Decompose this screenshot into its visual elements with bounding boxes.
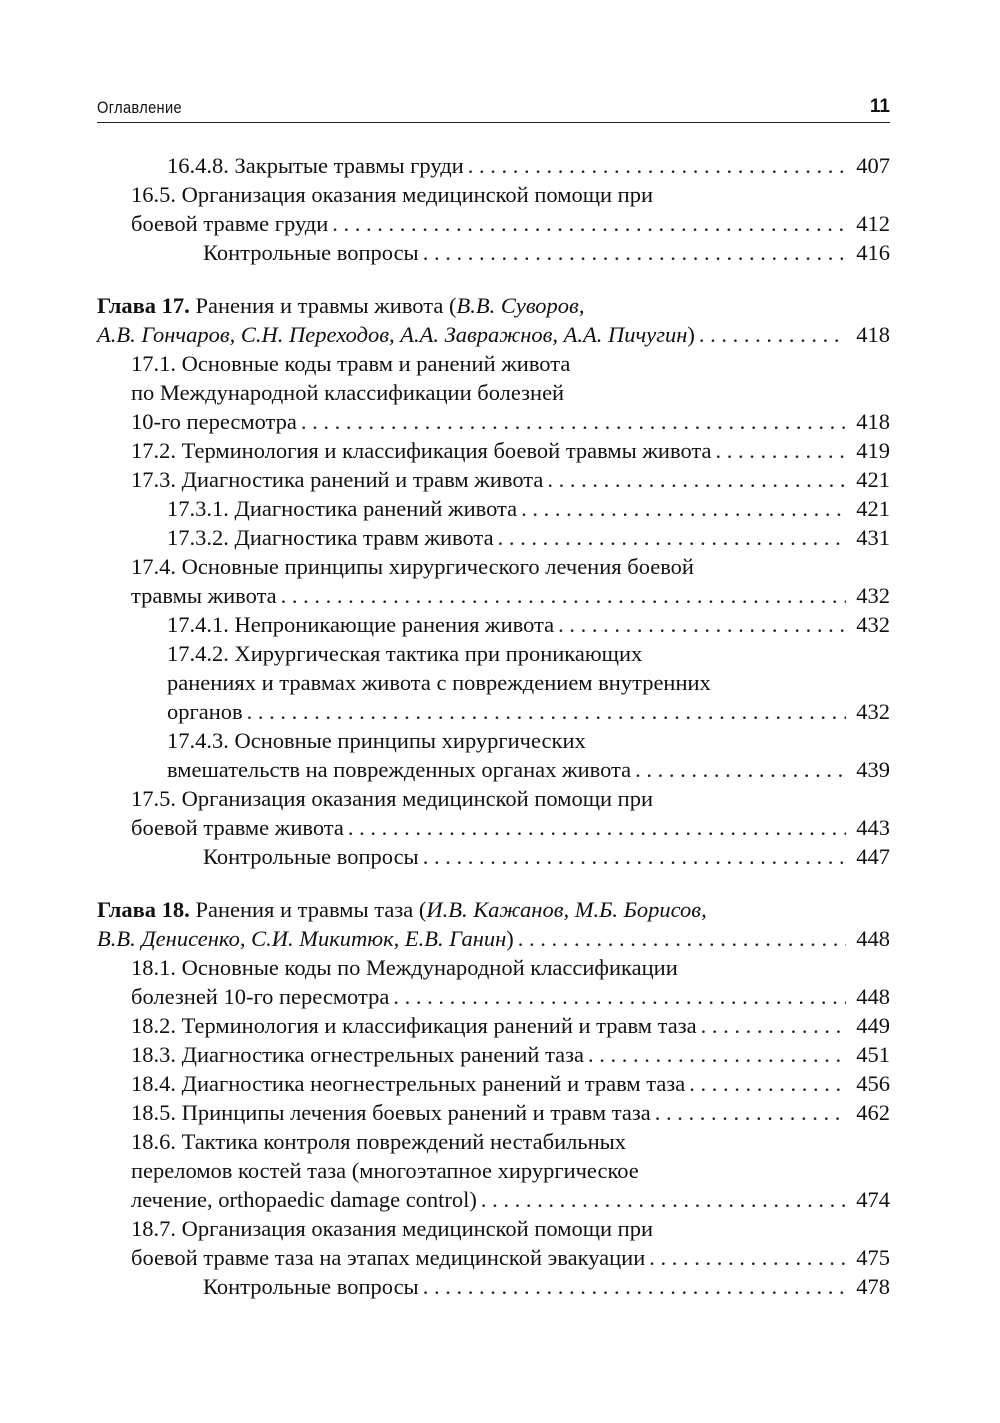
toc-page-ref: 419 (856, 438, 890, 463)
toc-entry[interactable] (97, 1272, 890, 1301)
leader-dots (716, 436, 847, 465)
running-title: Оглавление (97, 98, 182, 117)
toc-entry-text: 18.4. Диагностика неогнестрельных ранений и травм таза (131, 1071, 686, 1096)
toc-page-ref: 407 (856, 153, 890, 178)
toc-entry-text: переломов костей таза (многоэтапное хирургическое (131, 1158, 639, 1183)
leader-dots (518, 924, 846, 953)
toc-entry-text: лечение, orthopaedic damage control) (131, 1187, 477, 1212)
toc-chapter-18[interactable] (97, 895, 890, 953)
chapter-authors: А.В. Гончаров, С.Н. Переходов, А.А. Завражнов, А.А. Пичугин (97, 322, 688, 347)
toc-page-ref: 451 (856, 1042, 890, 1067)
leader-dots (655, 1098, 846, 1127)
toc-page-ref: 456 (856, 1071, 890, 1096)
leader-dots (332, 209, 846, 238)
toc-entry-text: по Международной классификации болезней (131, 380, 565, 405)
toc-entry-text: боевой травме таза на этапах медицинской эвакуации (131, 1245, 646, 1270)
toc-entry[interactable] (97, 1069, 890, 1098)
toc-entry-text: 18.1. Основные коды по Международной классификации (131, 955, 678, 980)
toc-entry[interactable] (97, 552, 890, 610)
toc-entry-text: боевой травме живота (131, 815, 344, 840)
leader-dots (423, 1272, 846, 1301)
chapter-title: Ранения и травмы живота ( (195, 293, 457, 318)
leader-dots (247, 697, 846, 726)
toc-page-ref: 447 (856, 844, 890, 869)
toc-entry[interactable] (97, 436, 890, 465)
toc-entry-text: Контрольные вопросы (203, 844, 419, 869)
toc-entry[interactable] (97, 1214, 890, 1272)
toc-entry-text: Контрольные вопросы (203, 1274, 419, 1299)
running-header (97, 88, 890, 123)
toc-entry[interactable] (97, 151, 890, 180)
toc-entry-text: Контрольные вопросы (203, 240, 419, 265)
chapter-authors: В.В. Денисенко, С.И. Микитюк, Е.В. Ганин (97, 926, 507, 951)
toc-page-ref: 439 (856, 757, 890, 782)
leader-dots (498, 523, 846, 552)
toc-entry[interactable] (97, 349, 890, 436)
toc-entry[interactable] (97, 726, 890, 784)
toc-entry[interactable] (97, 523, 890, 552)
toc-entry-text: 17.3. Диагностика ранений и травм живота (131, 467, 544, 492)
toc-entry[interactable] (97, 784, 890, 842)
chapter-title: Ранения и травмы таза ( (195, 897, 427, 922)
toc-entry-text: 17.4.1. Непроникающие ранения живота (167, 612, 555, 637)
toc-page-ref: 432 (856, 699, 890, 724)
toc-page-ref: 418 (856, 322, 890, 347)
toc-page-ref: 416 (856, 240, 890, 265)
toc-page-ref: 449 (856, 1013, 890, 1038)
leader-dots (423, 842, 846, 871)
toc-entry-text: боевой травме груди (131, 211, 329, 236)
toc-entry[interactable] (97, 1040, 890, 1069)
toc-entry-text: вмешательств на поврежденных органах живота (167, 757, 632, 782)
toc-entry[interactable] (97, 1127, 890, 1214)
toc-entry-text: 17.5. Организация оказания медицинской помощи при (131, 786, 654, 811)
toc-entry-text: 17.3.2. Диагностика травм живота (167, 525, 494, 550)
toc-entry-text: 17.4.3. Основные принципы хирургических (167, 728, 586, 753)
chapter-authors: И.В. Кажанов, М.Б. Борисов, (426, 897, 707, 922)
leader-dots (558, 610, 846, 639)
toc-entry-text: 17.1. Основные коды травм и ранений живота (131, 351, 571, 376)
leader-dots (301, 407, 846, 436)
toc-entry-text: 17.4. Основные принципы хирургического лечения боевой (131, 554, 694, 579)
toc-entry[interactable] (97, 639, 890, 726)
leader-dots (635, 755, 846, 784)
toc-entry-text: 10-го пересмотра (131, 409, 297, 434)
toc-entry[interactable] (97, 610, 890, 639)
toc-entry[interactable] (97, 238, 890, 267)
toc-entry-text: 17.3.1. Диагностика ранений живота (167, 496, 518, 521)
toc-entry[interactable] (97, 842, 890, 871)
toc-entry[interactable] (97, 494, 890, 523)
toc-page-ref: 443 (856, 815, 890, 840)
leader-dots (393, 982, 846, 1011)
toc-entry-text: ранениях и травмах живота с повреждением внутренних (167, 670, 711, 695)
toc-entry[interactable] (97, 1098, 890, 1127)
toc-page-ref: 421 (856, 467, 890, 492)
toc-entry-text: болезней 10-го пересмотра (131, 984, 390, 1009)
toc-entry-text: 18.3. Диагностика огнестрельных ранений таза (131, 1042, 585, 1067)
leader-dots (348, 813, 846, 842)
chapter-label: Глава 18. (97, 897, 190, 922)
chapter-label: Глава 17. (97, 293, 190, 318)
table-of-contents (97, 151, 890, 1301)
leader-dots (281, 581, 846, 610)
toc-page-ref: 431 (856, 525, 890, 550)
toc-page-ref: 412 (856, 211, 890, 236)
leader-dots (423, 238, 846, 267)
leader-dots (699, 320, 846, 349)
toc-page-ref: 432 (856, 612, 890, 637)
leader-dots (521, 494, 846, 523)
toc-page-ref: 432 (856, 583, 890, 608)
toc-entry-text: травмы живота (131, 583, 277, 608)
toc-entry-text: 18.2. Терминология и классификация ранений и травм таза (131, 1013, 697, 1038)
toc-entry-text: 16.5. Организация оказания медицинской помощи при (131, 182, 654, 207)
toc-entry-text: 18.5. Принципы лечения боевых ранений и травм таза (131, 1100, 651, 1125)
leader-dots (649, 1243, 846, 1272)
leader-dots (468, 151, 846, 180)
leader-dots (689, 1069, 846, 1098)
toc-chapter-17[interactable] (97, 291, 890, 349)
leader-dots (588, 1040, 846, 1069)
toc-page-ref: 478 (856, 1274, 890, 1299)
toc-page-ref: 448 (856, 926, 890, 951)
toc-entry-text: 17.2. Терминология и классификация боевой травмы живота (131, 438, 712, 463)
toc-entry[interactable] (97, 465, 890, 494)
toc-entry-text: 17.4.2. Хирургическая тактика при проникающих (167, 641, 643, 666)
chapter-authors: В.В. Суворов, (456, 293, 585, 318)
toc-page-ref: 475 (856, 1245, 890, 1270)
toc-page-ref: 474 (856, 1187, 890, 1212)
toc-entry-text: 16.4.8. Закрытые травмы груди (167, 153, 464, 178)
toc-entry[interactable] (97, 1011, 890, 1040)
leader-dots (481, 1185, 846, 1214)
leader-dots (701, 1011, 846, 1040)
toc-page-ref: 421 (856, 496, 890, 521)
toc-entry-text: органов (167, 699, 243, 724)
toc-entry-text: 18.7. Организация оказания медицинской помощи при (131, 1216, 654, 1241)
toc-page-ref: 418 (856, 409, 890, 434)
toc-entry[interactable] (97, 953, 890, 1011)
chapter-title-close: ) (506, 926, 514, 951)
leader-dots (547, 465, 846, 494)
chapter-title-close: ) (687, 322, 695, 347)
page-number: 11 (869, 96, 890, 117)
book-page (97, 88, 890, 1301)
toc-page-ref: 462 (856, 1100, 890, 1125)
toc-page-ref: 448 (856, 984, 890, 1009)
toc-entry[interactable] (97, 180, 890, 238)
toc-entry-text: 18.6. Тактика контроля повреждений нестабильных (131, 1129, 627, 1154)
